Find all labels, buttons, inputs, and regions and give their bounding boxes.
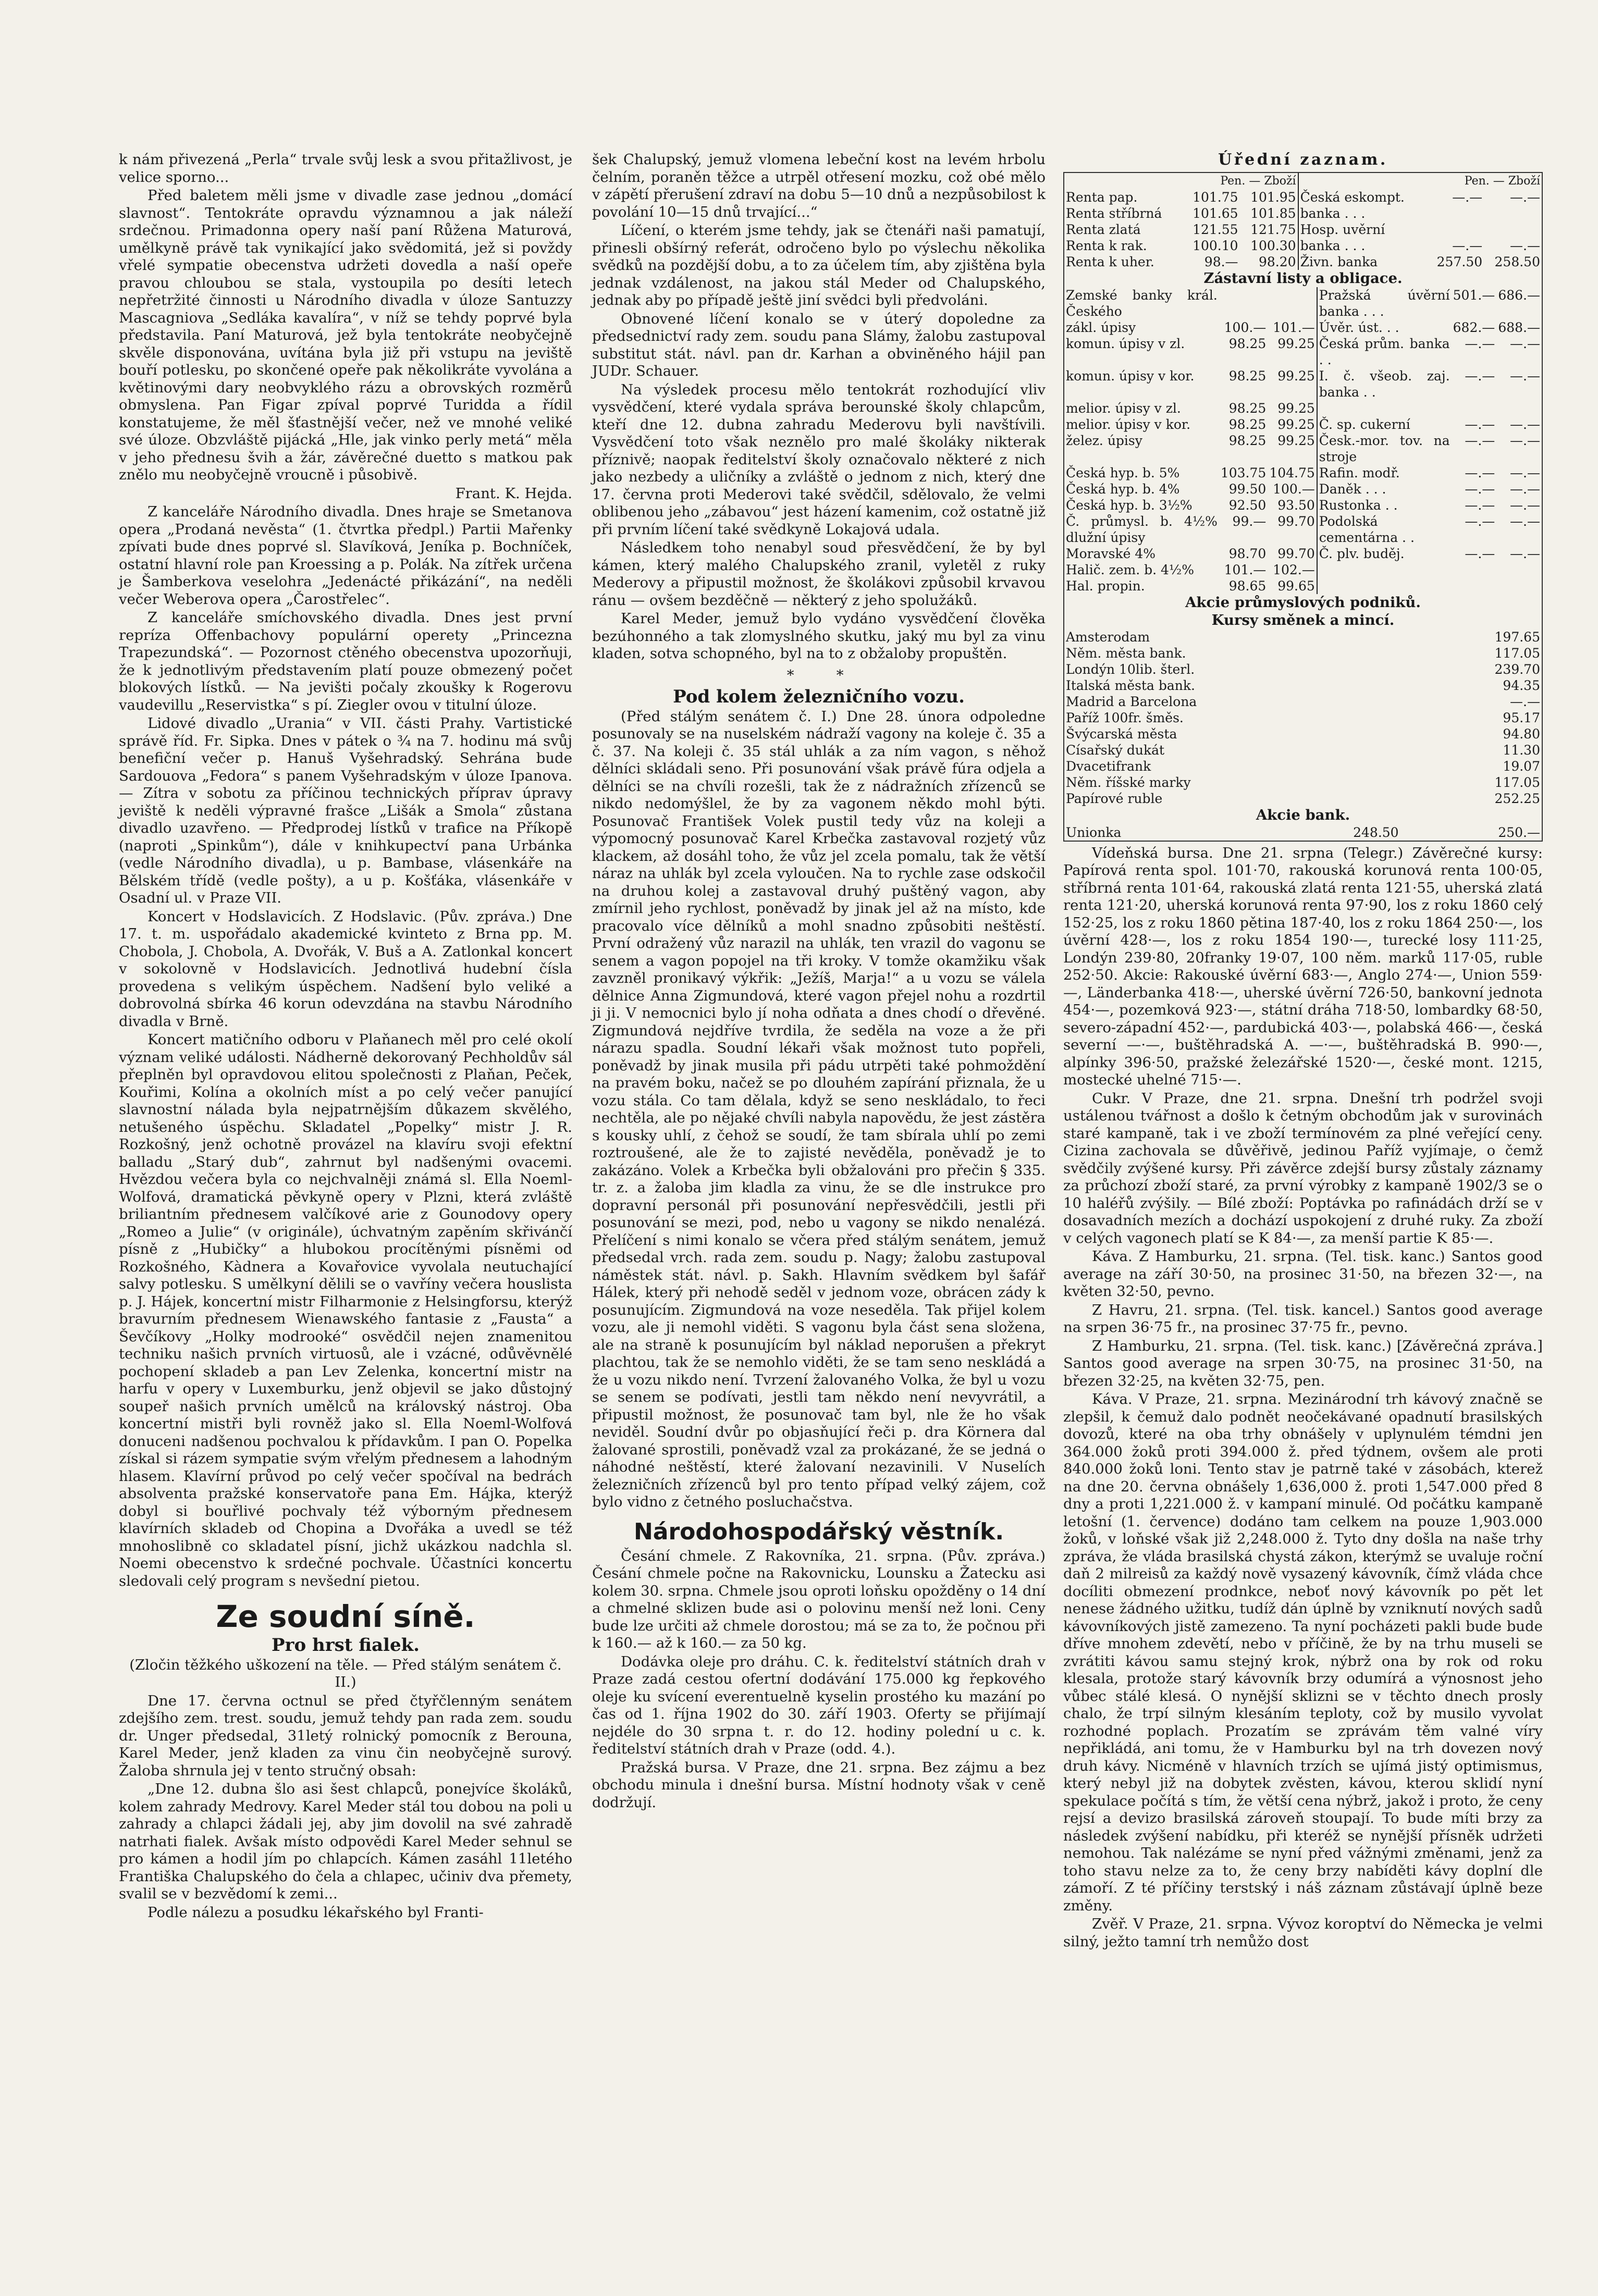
row-value: 100.10 bbox=[1193, 238, 1238, 253]
table-row bbox=[1064, 562, 1542, 578]
row-value: 686.— bbox=[1498, 288, 1540, 303]
article-heading-vozu: Pod kolem železničního vozu. bbox=[673, 686, 965, 707]
table-header-left: Pen. — Zboží bbox=[1220, 174, 1296, 188]
row-value: 99.70 bbox=[1277, 514, 1315, 529]
paragraph-koncert-hodslavice: Koncert v Hodslavicích. Z Hodslavic. (Pův. zpráva.) Dne 17. t. m. uspořádalo akademické kvinteto z Brna pp. M. Chobola, J. Chobola, A. Dvořák, V. Buš a A. Zatlonkal koncert v sokolovně v Hodslavicích. Jednotlivá hudební čísla provedena s velikým úspěchem. Nadšení bylo veliké a dobrovolná sbírka 46 korun odevzdána na stavbu Národního divadla v Brně. bbox=[119, 908, 572, 1030]
row-label: I. č. všeob. zaj. banka . . bbox=[1317, 368, 1452, 400]
exchange-table-b bbox=[1064, 287, 1542, 594]
row-value: 252.25 bbox=[1494, 791, 1540, 806]
row-value: 94.35 bbox=[1503, 678, 1540, 693]
row-value bbox=[1484, 205, 1542, 221]
row-label: Dvacetifrank bbox=[1066, 759, 1151, 774]
table-row bbox=[1064, 189, 1542, 205]
table-row bbox=[1064, 791, 1542, 807]
row-value bbox=[1496, 400, 1542, 416]
column-1 bbox=[119, 151, 572, 1921]
row-value: —.— bbox=[1452, 189, 1483, 205]
table-row bbox=[1064, 742, 1542, 758]
table-row bbox=[1064, 726, 1542, 742]
paragraph-kava-4: Káva. V Praze, 21. srpna. Mezinárodní trh kávový značně se zlepšil, k čemuž dalo podnět neočekávané opadnutí brasilských dovozů, které na oba trhy obnášely v uplynulém témdni jen 364.000 žoků proti 394.000 ž. před týdnem, ovšem ale proti 840.000 žoků loni. Tento stav je patrně také v zásobách, kterež na dne 20. června obnášely 1,636,000 ž. proti 1,547.000 před 8 dny a proti 1,221.000 ž. v kampaní minulé. Od počátku kampaně letošní (1. července) dodáno tam celkem na pouze 1,903.000 žoků, v loňské však již 2,248.000 ž. Tyto dny došla na naše trhy zpráva, že vláda brasilská chystá zákon, kterýmž se uvaluje roční daň 2 milreisů za každý nově vysazený kávovník, čímž vláda chce docíliti obmezení prodnkce, neboť nový kávovník po pět let nenese žádného užitku, tudíž dán úplně by vzniknutí nových sadů kávovníkových jistě zamezeno. Ta nyní pocházeti pakli bude bude dříve mnohem zdevětí, nebo v příčině, že by na trhu museli se zvrátiti kávou samu stejný krok, nýbrž ona by rok od roku klesala, protože starý kávovník brzy odumírá a výnosnost jeho vůbec stálé klesá. O nynější sklizni se v těchto dnech prosly chalo, že trpí silným klesáním teploty, což by musilo vyvolat rozhodné poplach. Prozatím se zprávám těm valné víry nepřikládá, ani tomu, že v Hamburku byl na trh dovezen nový druh kávy. Nicméně v hlavních trzích se ujímá jistý optimismus, který nebyl již na dobytek zvěsten, kávou, kterou sklidí nyní spekulace počítá s tím, že větší cena nýbrž, jakož i proto, že ceny rejsí a devizo brasilská zároveň stoupají. To bude míti brzy za následek zvýšení nabídku, při kteréž se nynější přísněk udržeti nemohou. Tak nalézáme se nyní před vážnými změnami, jenž za toho stavu nelze za to, že ceny brzy nabíděti kávy doplní dle zámoří. Z té příčiny terstský i náš záznam zůstávají úplně beze změny. bbox=[1063, 1391, 1543, 1914]
row-value: —.— bbox=[1465, 514, 1495, 529]
row-value bbox=[1426, 221, 1484, 238]
row-value: 117.05 bbox=[1494, 775, 1540, 790]
row-value: —.— bbox=[1510, 417, 1540, 432]
row-value: —.— bbox=[1510, 189, 1540, 205]
section-kursy-smenek: Kursy směnek a mincí. bbox=[1211, 611, 1395, 628]
row-value: —.— bbox=[1465, 417, 1495, 432]
separator-stars: * * bbox=[786, 666, 851, 684]
row-value: 100.30 bbox=[1250, 238, 1296, 253]
paragraph-koncert-planany: Koncert matičního odboru v Plaňanech měl pro celé okolí význam veliké události. Nádherně dekorovaný Pechholdův sál přeplněn byl opravdovou elitou společnosti z Plaňan, Peček, Kouřimi, Kolína a okolních míst a po celý večer panující slavnostní nálada byla nejpatrnějším důkazem skvělého, netušeného úspěchu. Skladatel „Popelky“ mistr J. R. Rozkošný, jenž ochotně provázel na klavíru svoji efektní balladu „Starý dub“, zahrnut byl nadšenými ovacemi. Hvězdou večera byla co nejchvalněji známá sl. Ella Noeml-Wolfová, dramatická pěvkyně opery v Plzni, která zvláště briliantním přednesem valčíkové arie z Gounodovy opery „Romeo a Julie“ (v originále), úchvatným zapěním skřivánčí písně z „Hubičky“ a hlubokou procítěnými písněmi od Rozkošného, Kàdnera a Kovařovice vyvolala neutuchající salvy potlesku. S umělkyní dělili se o vavříny večera houslista p. J. Hájek, koncertní mistr Filharmonie z Helsingforsu, kterýž bravurním přednesem Wienawského fantasie z „Fausta“ a Ševčíkovy „Holky modrooké“ osvědčil nejen znamenitou techniku našich prvních virtuosů, ale i vzácné, odůvěvnělé pochopení skladeb a pan Lev Zelenka, koncertní mistr na harfu v opery v Luxemburku, jenž objevil se jako důstojný soupeř našich prvních umělců na královský nástroj. Oba koncertní mistři byli rovněž jako sl. Ella Noeml-Wolfová donuceni nadšenou pochvalou k přídavkům. I pan O. Popelka získal si rázem sympatie svým vřelým přednesem a lahodným hlasem. Klavírní průvod po celý večer spočíval na bedrách absolventa pražské konservatoře pana Em. Hájka, kterýž dobyl si bouřlivé pochvaly též výborným přednesem klavírních skladeb od Chopina a Dvořáka a uvedl se též mnohoslibně co skladatel písní, jichž ukázkou nadchla sl. Noemi obecenstvo k srdečné pochvale. Účastníci koncertu sledovali celý program s nevšední pietou. bbox=[119, 1031, 572, 1589]
row-value: 99.— bbox=[1232, 514, 1267, 529]
row-label: Londýn 10lib. šterl. bbox=[1066, 662, 1195, 677]
paragraph-cont-6: Karel Meder, jemuž bylo vydáno vysvědčení člověka bezúhonného a tak zlomyslného skutku, jaký mu byl za vinu kladen, sotva schopného, byl na to z obžaloby propuštěn. bbox=[592, 610, 1046, 662]
table-row bbox=[1064, 694, 1542, 710]
paragraph-kancelar-smichov: Z kanceláře smíchovského divadla. Dnes jest první repríza Offenbachovy populární operety „Princezna Trapezundská“. — Pozornost ctěného obecenstva upozorňuji, že k jednotlivým představením platí pouze obmezený počet blokových lístků. — Na jevišti počaly zkoušky k Rogerovu vaudevillu „Reservistka“ s pí. Ziegler ovou v titulní úloze. bbox=[119, 609, 572, 713]
row-value: 92.50 bbox=[1228, 498, 1267, 513]
paragraph-kava-2: Z Havru, 21. srpna. (Tel. tisk. kancel.) Santos good average na srpen 36·75 fr., na prosinec 37·75 fr., pevno. bbox=[1063, 1301, 1543, 1336]
row-label: Česká eskompt. bbox=[1298, 189, 1427, 205]
row-value: 250.— bbox=[1498, 824, 1540, 840]
paragraph-cont-5: Následkem toho nenabyl soud přesvědčení, že by byl kámen, který malého Chalupského zranil, vyletěl z ruky Mederovy a připustil možnost, že školákovi způsobil krvavou ránu — ovšem bezděčně — některý z jeho spolužáků. bbox=[592, 539, 1046, 609]
row-value: 99.25 bbox=[1277, 401, 1315, 416]
article-heading-fialek: Pro hrst fialek. bbox=[271, 1635, 420, 1656]
row-label: Renta k rak. bbox=[1066, 238, 1147, 253]
exchange-table-kurzy bbox=[1064, 629, 1542, 807]
row-value: 101.95 bbox=[1250, 189, 1296, 205]
paragraph-videnska-bursa: Vídeňská bursa. Dne 21. srpna (Telegr.) Závěrečné kursy: Papírová renta spol. 101·70, rakouská korunová renta 100·05, stříbrná renta 101·64, rakouská zlatá renta 121·55, uherská zlatá renta 121·20, uherská korunová renta 97·90, los z roku 1860 celý 152·25, los z roku 1860 pětina 187·40, los z roku 1864 250·—, los úvěrní 428·—, los z roku 1854 190·—, turecké losy 111·25, Londýn 239·80, 20franky 19·07, 100 něm. marků 117·05, ruble 252·50. Akcie: Rakouské úvěrní 683·—, Anglo 274·—, Union 559·—, Länderbanka 418·—, uherské úvěrní 726·50, bankovní jednota 454·—, pozemková 923·—, státní dráha 718·50, lombardky 68·50, severo-západní 452·—, pardubická 403·—, polabská 466·—, česká severní —·—, buštěhradská A. —·—, buštěhradská B. 990·—, alpínky 396·50, pražské železářské 1520·—, české mont. 1215, mostecké uhelné 715·—. bbox=[1063, 844, 1543, 1088]
exchange-table-box bbox=[1063, 172, 1543, 842]
row-value: 98.25 bbox=[1228, 433, 1267, 448]
row-value bbox=[1452, 562, 1497, 578]
row-label: banka . . . bbox=[1298, 238, 1427, 254]
paragraph-balet: Před baletem měli jsme v divadle zase jednou „domácí slavnost“. Tentokráte opravdu významnou a jak náleží srdečnou. Primadonna opery naší paní Růžena Maturová, umělkyně právě tak vynikající jako svědomitá, jež si povždy vřelé sympatie obecenstva udržeti dovedla a naší opeře pravou chloubou se stala, vystoupila po desíti letech nepřetržité činnosti u Národního divadla v úloze Santuzzy Mascagniova „Sedláka kavalíra“, v níž se tehdy poprvé byla představila. Paní Maturová, jež byla tentokráte neobyčejně skvěle disponována, uvítána byla již při vstupu na jeviště bouří potlesku, po skončené opeře pak několikráte vyvolána a květinovými dary neobvyklého rázu a obrovských rozměrů obmyslena. Pan Figar zpíval poprvé Turidda a řídil konstatujeme, že měl šťastnější večer, než ve mnohé veliké své úloze. Obzvláště pijácká „Hle, jak vinko perly metá“ měla v jeho přednesu švih a žár, závěrečné duetto s matkou pak znělo mu neobyčejně vroucně i působivě. bbox=[119, 187, 572, 483]
table-row bbox=[1064, 710, 1542, 726]
row-value bbox=[1452, 400, 1497, 416]
row-value: 121.55 bbox=[1193, 221, 1238, 237]
row-value: 98.25 bbox=[1228, 368, 1267, 384]
table-row bbox=[1064, 368, 1542, 400]
table-header-right: Pen. — Zboží bbox=[1464, 174, 1540, 188]
table-row bbox=[1064, 824, 1542, 841]
table-row bbox=[1064, 254, 1542, 270]
row-value: 94.80 bbox=[1503, 726, 1540, 742]
row-label: Renta zlatá bbox=[1066, 221, 1141, 237]
row-label: Něm. města bank. bbox=[1066, 646, 1186, 661]
row-label: Živn. banka bbox=[1298, 254, 1427, 270]
table-row bbox=[1064, 238, 1542, 254]
row-value: 101.— bbox=[1273, 320, 1315, 335]
row-label: Něm. říšské marky bbox=[1066, 775, 1191, 790]
paragraph-lidove-divadlo: Lidové divadlo „Urania“ v VII. části Prahy. Vartistické správě říd. Fr. Sipka. Dnes v pátek o ¾ na 7. hodinu má svůj benefiční večer p. Hanuš Vyšehradský. Sehrána bude Sardouova „Fedora“ s panem Vyšehradským v úloze Ipanova. — Zítra v sobotu za příčinou technických příprav úpravy jeviště k neděli výpravné frašce „Lišák a Smola“ zůstana divadlo uzavřeno. — Předprodej lístků v trafice na Příkopě (naproti „Spinkům“), dále v knihkupectví pana Urbánka (vedle Národního divadla), u p. Bambase, vlásenkáře na Bělském třídě (vedle pošty), a u p. Košťáka, vlásenkáře v Osadní ul. v Praze VII. bbox=[119, 715, 572, 906]
section-akcie-prumysl: Akcie průmyslových podniků. bbox=[1185, 594, 1421, 611]
row-value: —.— bbox=[1510, 465, 1540, 480]
row-value: —.— bbox=[1510, 694, 1540, 709]
row-label: Česká hyp. b. 5% bbox=[1066, 465, 1180, 480]
row-label: Č. plv. buděj. bbox=[1317, 546, 1452, 562]
table-row bbox=[1064, 774, 1542, 791]
row-label: Česká hyp. b. 4% bbox=[1066, 482, 1180, 497]
row-value bbox=[1219, 287, 1268, 319]
row-value: —.— bbox=[1465, 546, 1495, 561]
section-heading-vestnik: Národohospodářský věstník. bbox=[633, 1518, 1004, 1545]
row-label: Daněk . . . bbox=[1317, 481, 1452, 497]
row-value: 99.25 bbox=[1277, 368, 1315, 384]
table-row bbox=[1064, 433, 1542, 465]
row-label: Zemské banky král. Českého bbox=[1066, 288, 1218, 319]
row-value: —.— bbox=[1465, 465, 1495, 480]
table-row bbox=[1064, 758, 1542, 774]
paragraph-perla: k nám přivezená „Perla“ trvale svůj lesk a svou přitažlivost, je velice sporno... bbox=[119, 151, 572, 186]
row-label: melior. úpisy v kor. bbox=[1066, 417, 1191, 432]
row-value: 101.85 bbox=[1250, 205, 1296, 221]
row-label: melior. úpisy v zl. bbox=[1066, 401, 1181, 416]
table-row bbox=[1064, 221, 1542, 238]
row-value bbox=[1496, 578, 1542, 594]
row-label: Česk.-mor. tov. na stroje bbox=[1317, 433, 1452, 465]
row-value bbox=[1268, 287, 1317, 319]
table-row bbox=[1064, 677, 1542, 694]
table-row bbox=[1064, 513, 1542, 546]
row-label: Renta pap. bbox=[1066, 189, 1138, 205]
table-row bbox=[1064, 465, 1542, 481]
row-value: 197.65 bbox=[1494, 629, 1540, 645]
table-row bbox=[1064, 578, 1542, 594]
paragraph-cont-1: šek Chalupský, jemuž vlomena lebeční kost na levém hrbolu čelním, poraněn těžce a utrpěl otřesení mozku, což obé mělo v zápětí přerušení zdraví na dobu 5—10 dnů a nezpůsobilost k povolání 10—15 dnů trvající...“ bbox=[592, 151, 1046, 220]
row-label: Unionka bbox=[1066, 824, 1122, 840]
row-label: Paříž 100fr. šměs. bbox=[1066, 710, 1184, 725]
paragraph-kava-1: Káva. Z Hamburku, 21. srpna. (Tel. tisk. kanc.) Santos good average na září 30·50, na prosinec 31·50, na březen 32·—, na květen 32·50, pevno. bbox=[1063, 1248, 1543, 1300]
row-value: —.— bbox=[1465, 433, 1495, 448]
article-subheading-fialek: (Zločin těžkého uškození na těle. — Před stálým senátem č. II.) bbox=[129, 1656, 562, 1690]
table-row bbox=[1064, 546, 1542, 562]
row-label: želez. úpisy bbox=[1066, 433, 1142, 448]
row-label: Pražská úvěrní banka . . . bbox=[1317, 287, 1452, 319]
row-label: Č. sp. cukerní bbox=[1317, 416, 1452, 433]
paragraph-olej: Dodávka oleje pro dráhu. C. k. ředitelství státních drah v Praze zadá cestou ofertní dodávání 175.000 kg řepkového oleje ku svícení everentuelně kyselin prostého ku mazání po čas od 1. října 1902 do 30. září 1903. Oferty se přijímají nejdéle do 30 srpna t. r. do 12. hodiny polední u c. k. ředitelství státních drah v Praze (odd. 4.). bbox=[592, 1653, 1046, 1757]
row-label: Česká hyp. b. 3½% bbox=[1066, 498, 1193, 513]
row-value: 98.— bbox=[1204, 254, 1238, 269]
row-value: 98.20 bbox=[1259, 254, 1296, 269]
exchange-table-bank bbox=[1064, 824, 1542, 841]
row-value: —.— bbox=[1465, 498, 1495, 513]
row-label: Hal. propin. bbox=[1066, 578, 1145, 594]
row-value bbox=[1496, 562, 1542, 578]
row-value: —.— bbox=[1510, 336, 1540, 351]
row-label bbox=[1317, 562, 1452, 578]
row-label: Švýcarská města bbox=[1066, 726, 1177, 742]
table-row bbox=[1064, 416, 1542, 433]
row-value bbox=[1452, 578, 1497, 594]
row-label: Renta k uher. bbox=[1066, 254, 1154, 269]
row-value: 100.— bbox=[1273, 482, 1315, 497]
row-label: Papírové ruble bbox=[1066, 791, 1163, 806]
row-value: 99.70 bbox=[1277, 546, 1315, 561]
row-label: Č. průmysl. b. 4½% dlužní úpisy bbox=[1066, 514, 1218, 545]
exchange-table-a bbox=[1064, 173, 1542, 270]
row-value: —.— bbox=[1510, 433, 1540, 448]
paragraph-soud-3: Podle nálezu a posudku lékařského byl Franti- bbox=[147, 1904, 484, 1921]
row-value: 248.50 bbox=[1353, 824, 1399, 840]
row-value: 103.75 bbox=[1220, 465, 1267, 480]
row-value: —.— bbox=[1510, 238, 1540, 253]
row-value: 98.65 bbox=[1228, 578, 1267, 594]
paragraph-cont-4: Na výsledek procesu mělo tentokrát rozhodující vliv vysvědčení, které vydala správa berounské školy chlapcům, kteří dne 12. dubna zahradu Mederovu byli navštívili. Vysvědčení toto však neznělo pro malé školáky nikterak příznivě; naopak ředitelství školy označovalo některé z nich jako nezbedy a uličníky a zvláště o jednom z nich, který dne 17. června proti Mederovi také svědčil, sdělovalo, že velmi oblibenou jeho „zábavou“ jest házení kamenim, což ostatně již při prvním líčení také svědkyně Lokajová udala. bbox=[592, 381, 1046, 538]
row-value: 102.— bbox=[1273, 562, 1315, 577]
row-value: 100.— bbox=[1224, 320, 1267, 335]
paragraph-soud-1: Dne 17. června octnul se před čtyřčlenným senátem zdejšího zem. trest. soudu, jemuž tehdy pan rada zem. soudu dr. Unger předsedal, 31letý rolnický pomocník z Berouna, Karel Meder, jenž kladen za vinu čin neobyčejně surový. Žaloba shrnula jej v tento stručný obsah: bbox=[119, 1692, 572, 1779]
paragraph-prazska-bursa: Pražská bursa. V Praze, dne 21. srpna. Bez zájmu a bez obchodu minula i dnešní bursa. Místní hodnoty však v ceně dodržují. bbox=[592, 1759, 1046, 1811]
row-value: 99.25 bbox=[1277, 336, 1315, 351]
section-heading-soudni-sin: Ze soudní síně. bbox=[216, 1599, 475, 1634]
row-value bbox=[1484, 221, 1542, 238]
row-value: 682.— bbox=[1453, 320, 1495, 335]
table-row bbox=[1064, 205, 1542, 221]
table-title: Úřední zaznam. bbox=[1218, 151, 1388, 169]
row-value: 688.— bbox=[1498, 320, 1540, 335]
column-3 bbox=[1063, 151, 1543, 1951]
row-value: 98.25 bbox=[1228, 401, 1267, 416]
row-label: Česká prům. banka . . bbox=[1317, 336, 1452, 368]
section-akcie-bank: Akcie bank. bbox=[1256, 807, 1350, 823]
row-value: 101.75 bbox=[1193, 189, 1238, 205]
row-label: Renta stříbrná bbox=[1066, 205, 1162, 221]
row-label bbox=[1317, 578, 1452, 594]
paragraph-kancelar-narodni: Z kanceláře Národního divadla. Dnes hraje se Smetanova opera „Prodaná nevěsta“ (1. čtvrtka předpl.) Partii Mařenky zpívati bude dnes poprvé sl. Slavíková, Jeníka p. Bochníček, ostatní hlavní role pan Kroessing a p. Polák. Na zítřek určena je Šamberkova veselohra „Jedenácté přikázání“, na neděli večer Weberova opera „Čarostřelec“. bbox=[119, 503, 572, 608]
table-row bbox=[1064, 629, 1542, 645]
row-value: —.— bbox=[1510, 514, 1540, 529]
table-row bbox=[1064, 481, 1542, 497]
row-label: komun. úpisy v kor. bbox=[1066, 368, 1195, 384]
paragraph-cukr: Cukr. V Praze, dne 21. srpna. Dnešní trh podržel svoji ustálenou tvářnost a došlo k četným obchodům jak v surovinách staré kampaně, tak i ve zboží termínovém za plné veřející ceny. Cizina zachovala se důvěřivě, jedinou Paříž vyjímaje, o čemž svědčily zvýšené kursy. Při závěrce zdejší bursy zůstaly záznamy za průchozí zboží staré, za první výrobky z kampaně 1902/3 se o 10 haléřů zvýšily. — Bílé zboží: Poptávka po rafinádách drží se v dosavadních mezích a dochází uspokojení z druhé ruky. Za zboží v celých vagonech platí se K 84·—, za menší partie K 85·—. bbox=[1063, 1090, 1543, 1246]
row-value: —.— bbox=[1465, 482, 1495, 497]
row-value: 98.25 bbox=[1228, 336, 1267, 351]
row-value: 11.30 bbox=[1503, 743, 1540, 758]
row-value: —.— bbox=[1510, 546, 1540, 561]
row-value: —.— bbox=[1452, 238, 1483, 253]
table-row bbox=[1064, 497, 1542, 513]
row-label: Rafin. modř. bbox=[1317, 465, 1452, 481]
row-label: banka . . . bbox=[1298, 205, 1427, 221]
paragraph-cont-3: Obnovené líčení konalo se v úterý dopoledne za předsednictví rady zem. soudu pana Slámy, žalobu zastupoval substitut stát. návl. pan dr. Karhan a obviněného hájil pan JUDr. Schauer. bbox=[592, 310, 1046, 379]
row-value: —.— bbox=[1465, 368, 1495, 384]
table-row bbox=[1064, 336, 1542, 368]
row-value: 239.70 bbox=[1494, 662, 1540, 677]
row-label bbox=[1317, 400, 1452, 416]
row-label: komun. úpisy v zl. bbox=[1066, 336, 1185, 351]
row-value: —.— bbox=[1510, 482, 1540, 497]
row-label: Podolská cementárna . . bbox=[1317, 513, 1452, 546]
row-label: Madrid a Barcelona bbox=[1066, 694, 1197, 709]
signature-hejda: Frant. K. Hejda. bbox=[455, 485, 572, 502]
row-value: —.— bbox=[1510, 368, 1540, 384]
row-value: 258.50 bbox=[1494, 254, 1540, 269]
row-label: Císařský dukát bbox=[1066, 743, 1165, 758]
row-value: 501.— bbox=[1453, 288, 1495, 303]
table-row bbox=[1064, 287, 1542, 319]
row-value: 257.50 bbox=[1436, 254, 1483, 269]
row-label: Úvěr. úst. . . bbox=[1317, 319, 1452, 336]
table-row bbox=[1064, 661, 1542, 677]
paragraph-zver: Zvěř. V Praze, 21. srpna. Vývoz koroptví do Německa je velmi silný, ježto tamní trh nemůžo dost bbox=[1063, 1916, 1543, 1950]
paragraph-chmel: Česání chmele. Z Rakovníka, 21. srpna. (Pův. zpráva.) Česání chmele počne na Rakovnicku, Lounsku a Žatecku asi kolem 30. srpna. Chmele jsou oproti loňsku opožděny o 14 dní a chmelné sklizen bude asi o polovinu menší než loni. Ceny bude lze určiti až chmele dorostou; má se za to, že počnou při k 160.— až k 160.— za 50 kg. bbox=[592, 1547, 1046, 1651]
row-label: Halič. zem. b. 4½% bbox=[1066, 562, 1194, 577]
row-value: —.— bbox=[1465, 336, 1495, 351]
row-value: 121.75 bbox=[1250, 221, 1296, 237]
row-value: 117.05 bbox=[1494, 646, 1540, 661]
row-label: Amsterodam bbox=[1066, 629, 1150, 645]
section-zastavni-listy: Zástavní listy a obligace. bbox=[1203, 269, 1403, 287]
row-label: Italská města bank. bbox=[1066, 678, 1195, 693]
table-row bbox=[1064, 400, 1542, 416]
row-value: —.— bbox=[1510, 498, 1540, 513]
row-value: 99.25 bbox=[1277, 433, 1315, 448]
row-value: 98.25 bbox=[1228, 417, 1267, 432]
row-value: 104.75 bbox=[1269, 465, 1315, 480]
paragraph-cont-2: Líčení, o kterém jsme tehdy, jak se čtenáři naši pamatují, přinesli obšírný referát, odročeno bylo po výslechu několika svědků na pozdější dobu, a to za účelem tím, aby zjištěna byla jednak vzdálenost, na jakou stál Meder od Chalupského, jednak aby po případě ještě jiní svědci byli předvoláni. bbox=[592, 222, 1046, 308]
row-value bbox=[1426, 205, 1484, 221]
row-value: 99.65 bbox=[1277, 578, 1315, 594]
row-label: Moravské 4% bbox=[1066, 546, 1156, 561]
column-2 bbox=[592, 151, 1046, 1811]
row-value: 101.— bbox=[1224, 562, 1267, 577]
row-value: 99.50 bbox=[1228, 482, 1267, 497]
row-label: Hosp. uvěrní bbox=[1298, 221, 1427, 238]
table-row bbox=[1064, 645, 1542, 661]
row-value: 101.65 bbox=[1193, 205, 1238, 221]
row-value: 95.17 bbox=[1503, 710, 1540, 725]
row-label: zákl. úpisy bbox=[1066, 320, 1136, 335]
row-value: 98.70 bbox=[1228, 546, 1267, 561]
paragraph-soud-2: „Dne 12. dubna šlo asi šest chlapců, ponejvíce školáků, kolem zahrady Medrovy. Karel Meder stál tou dobou na poli u zahrady a chlapci žádali jej, aby jim dovolil na své zahradě natrhati fialek. Avšak místo odpovědi Karel Meder sehnul se pro kámen a hodil jím po chlapcích. Kámen zasáhl 11letého Františka Chalupského do čela a chlapec, učiniv dva přemety, svalil se v bezvědomí k zemi... bbox=[119, 1781, 572, 1902]
row-value: 93.50 bbox=[1277, 498, 1315, 513]
row-label: Rustonka . . bbox=[1317, 497, 1452, 513]
paragraph-vozu: (Před stálým senátem č. I.) Dne 28. února odpoledne posunovaly se na nuselském nádraží vagony na koleje č. 35 a č. 37. Na koleji č. 35 stál uhlák a za ním vagon, s něhož dělníci skládali seno. Při posunování však právě fúra odjela a dělníci se na chvíli rozešli, tak že z nádražních zřízenců se nikdo nedomýšlel, že by za vagonem někdo mohl býti. Posunovač František Volek pustil tedy vůz na koleji a výpomocný posunovač Karel Krbečka zastavoval rozjetý vůz klackem, až dosáhl toho, že vůz jel zcela pomalu, tak že větší náraz na uhlák byl zcela vyloučen. Na to rychle zase odskočil na druhou kolej a zastavoval druhý puštěný vagon, aby zmírnil jeho rychlost, poněvadž by jinak jel až na místo, kde pracovalo více dělníků a mohl snadno způsobiti neštěstí. První odražený vůz narazil na uhlák, ten vrazil do vagonu se senem a vagon popojel na tři kroky. V tomže okamžiku však zavzněl pronikavý výkřik: „Ježíš, Marja!“ a u vozu se válela dělnice Anna Zigmundová, které vagon přejel nohu a rozdrtil ji ji. V nemocnici bylo jí noha odňata a dnes chodí o dřevěné. Zigmundová nejdříve tvrdila, že seděla na voze a že při nárazu spadla. Soudní lékaři však možnost tuto popřeli, poněvadž by jinak musila při pádu utrpěti také pohmoždění na pravém boku, načež se po dlouhém zapírání přiznala, že u vozu stála. Co tam dělala, když se seno neskládalo, to řeci nechtěla, ale po nějaké chvíli nabyla napovědu, že jest zástěra s kousky uhlí, z čehož se soudí, že tam sbírala uhlí po zemi roztroušené, ale že to zajisté nevěděla, poněvadž je to zakázáno. Volek a Krbečka byli obžalováni pro přečin § 335. tr. z. a žaloba jim kladla za vinu, že se dle instrukce pro dopravní personál při posunování nepřesvědčili, jestli při posunování se mezi, pod, nebo u vagony se nikdo nenalézá. Přelíčení s nimi konalo se včera před stálým senátem, jemuž předsedal vrch. rada zem. soudu p. Nagy; žalobu zastupoval náměstek stát. návl. p. Sakh. Hlavním svědkem byl šafář Hálek, který při nehodě seděl v jednom voze, obrácen zády k posunujícím. Zigmundová na voze neseděla. Tak přijel kolem vozu, ale ji nemohl viděti. S vagonu byla část sena složena, ale na straně k posunujícím byl náklad neporušen a překryt plachtou, tak že se nemohlo viděti, že se tam seno neskládá a že u vozu nikdo není. Tvrzení žalovaného Volka, že byl u vozu se senem se podívati, jestli tam někdo není nevyvrátil, a připustil možnost, že posunovač tam byl, nle že ho však neviděl. Soudní dvůr po objasňující řeči p. dra Körnera dal žalované sprostili, poněvadž vzal za prokázané, že se jedná o náhodné neštěstí, které žalovaní nezavinili. V Nuselích železničních zřízenců byl pro tento případ velký zájem, což bylo vidno z četného posluchačstva. bbox=[592, 708, 1046, 1510]
row-value: 99.25 bbox=[1277, 417, 1315, 432]
row-value: 19.07 bbox=[1503, 759, 1540, 774]
paragraph-kava-3: Z Hamburku, 21. srpna. (Tel. tisk. kanc.) [Závěrečná zpráva.] Santos good average na srpen 30·75, na prosinec 31·50, na březen 32·25, na květen 32·75, pen. bbox=[1063, 1337, 1543, 1389]
table-row bbox=[1064, 319, 1542, 336]
